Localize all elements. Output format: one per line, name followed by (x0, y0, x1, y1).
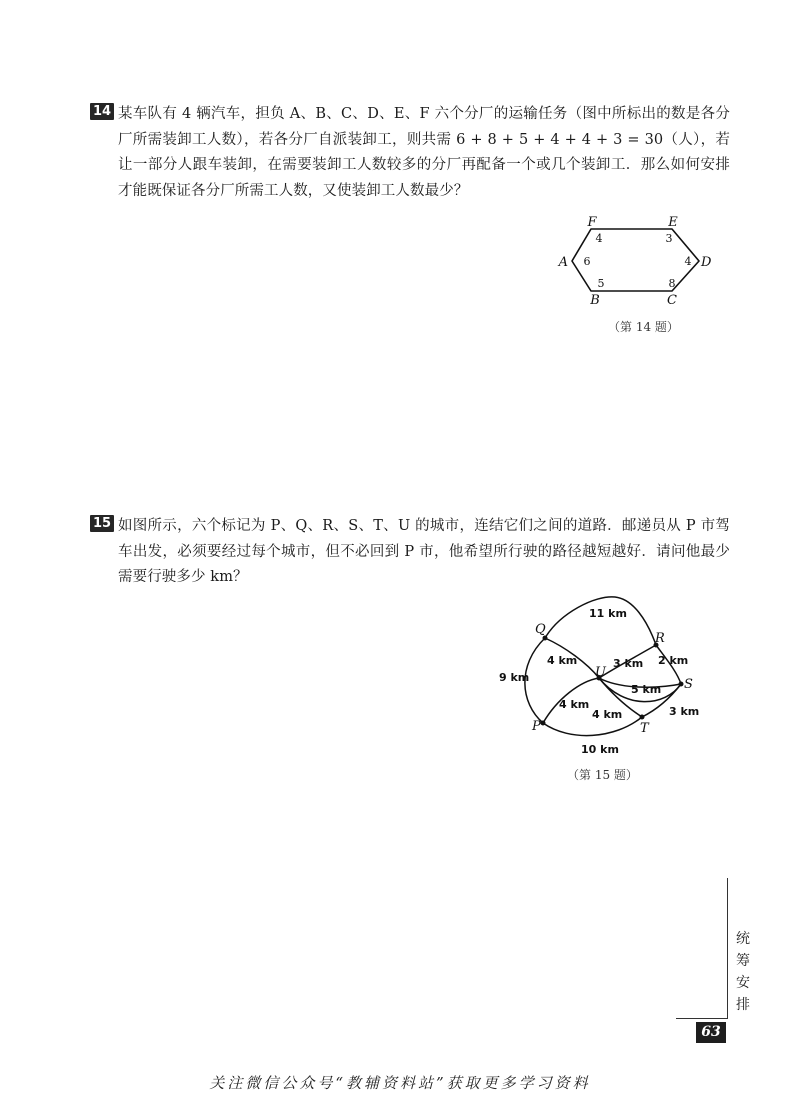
problem-number-badge: 14 (90, 103, 114, 120)
vertex-C: C (667, 293, 677, 308)
edge-label-RS: 2 km (658, 654, 689, 667)
vertex-D: D (701, 255, 712, 270)
figure-15-graph (495, 595, 710, 765)
edge-Q-R (545, 597, 656, 645)
problem-15 (90, 514, 730, 591)
city-R: R (655, 631, 665, 646)
workers-E: 3 (665, 232, 673, 245)
edge-label-US: 5 km (631, 683, 662, 696)
city-P: P (532, 719, 541, 734)
workers-A: 6 (583, 255, 591, 268)
chapter-char: 排 (736, 997, 750, 1013)
edge-label-PU: 4 km (559, 698, 590, 711)
vertex-F: F (587, 215, 597, 230)
chapter-char: 筹 (736, 953, 750, 969)
vertex-A: A (558, 255, 568, 270)
workers-B: 5 (597, 277, 605, 290)
city-dot-P (541, 721, 546, 726)
problem-text: 某车队有 4 辆汽车，担负 A、B、C、D、E、F 六个分厂的运输任务（图中所标出的数是各分厂所需装卸工人数），若各分厂自派装卸工，则共需 6 + 8 + 5 + 4 + 4 + 3 = 30（人），若让一部分人跟车装卸，在需要装卸工人数较多的分厂再配备一个或几个装卸工．那么如何安排才能既保证各分厂所需工人数，又使装卸工人数最少？ (118, 106, 730, 199)
edge-label-QP: 9 km (499, 671, 530, 684)
hexagon-shape (572, 229, 699, 291)
problem-text: 如图所示，六个标记为 P、Q、R、S、T、U 的城市，连结它们之间的道路．邮递员从 P 市驾车出发，必须要经过每个城市，但不必回到 P 市，他希望所行驶的路径越短越好．请问他最少需要行驶多少 km？ (118, 518, 730, 585)
edge-label-UT: 4 km (592, 708, 623, 721)
chapter-title-vertical (734, 928, 752, 1016)
city-T: T (640, 721, 649, 736)
figure-14-caption: （第 14 题） (608, 320, 679, 334)
vertex-B: B (590, 293, 600, 308)
city-S: S (684, 677, 693, 692)
workers-D: 4 (684, 255, 692, 268)
vertex-E: E (668, 215, 678, 230)
edge-label-PT: 10 km (581, 743, 619, 756)
problem-number-badge: 15 (90, 515, 114, 532)
figure-14-hexagon (555, 210, 725, 310)
edge-label-QU: 4 km (547, 654, 578, 667)
page-number: 63 (696, 1022, 726, 1043)
page-number-rule (676, 1018, 728, 1019)
figure-15-caption: （第 15 题） (567, 768, 638, 782)
edge-label-RU: 3 km (613, 657, 644, 670)
footer-note: 关注微信公众号“教辅资料站”获取更多学习资料 (209, 1074, 591, 1092)
city-Q: Q (535, 622, 546, 637)
edge-label-QR: 11 km (589, 607, 627, 620)
chapter-char: 安 (736, 975, 750, 991)
workers-F: 4 (595, 232, 603, 245)
city-dot-S (679, 682, 684, 687)
chapter-char: 统 (736, 931, 750, 947)
edge-label-ST: 3 km (669, 705, 700, 718)
city-dot-T (640, 715, 645, 720)
workers-C: 8 (668, 277, 676, 290)
problem-14 (90, 102, 730, 204)
city-U: U (595, 665, 606, 680)
